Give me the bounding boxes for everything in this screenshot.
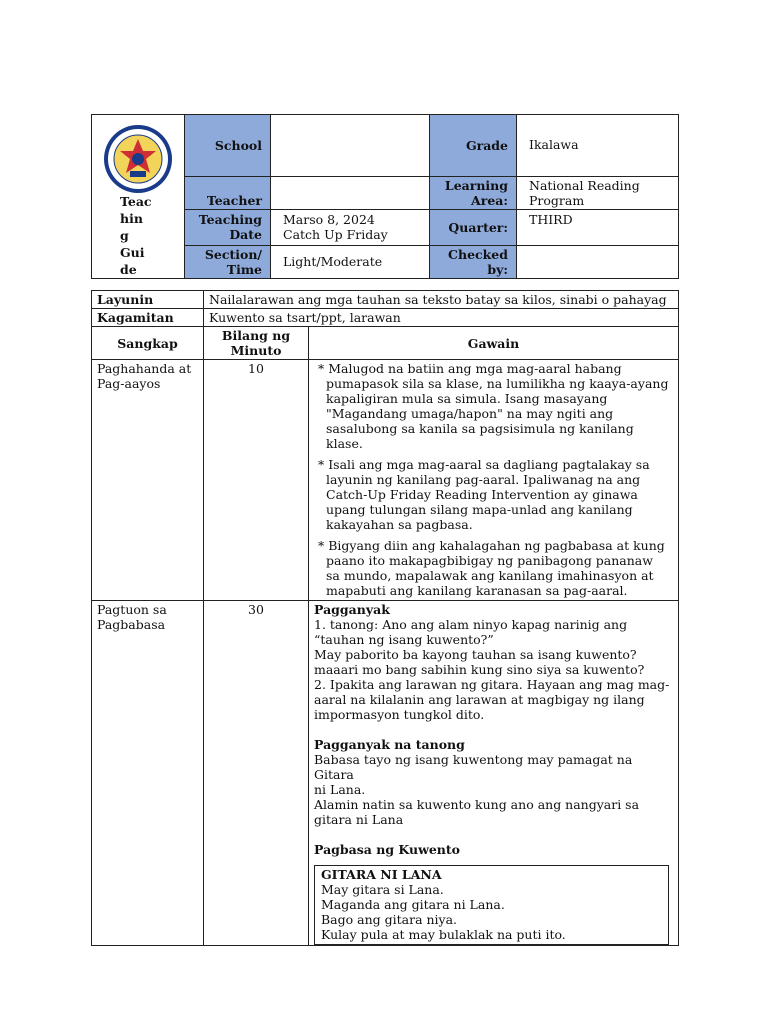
learning-area-label-line: Area: [471, 192, 508, 208]
teaching-date-label-line: Date [229, 227, 262, 243]
col-header-line: Minuto [230, 343, 282, 358]
tanong-line: Alamin natin sa kuwento kung ano ang nangyari sa [314, 797, 640, 812]
section-label-line: Time [226, 261, 262, 277]
grade-value: Ikalawa [517, 115, 679, 177]
col-header-sangkap: Sangkap [92, 327, 204, 360]
pagganyak-na-tanong-title: Pagganyak na tanong [314, 737, 465, 752]
gawain-bullet: * Malugod na batiin ang mga mag-aaral habang pumapasok sila sa klase, na lumilikha ng kaaya-ayang kapaligiran mula sa simula. Isang masayang "Magandang umaga/hapon" na may ngiti ang sasalubong sa kanila sa pagsisimula ng kanilang klase. [318, 361, 669, 451]
learning-area-value-line: Program [529, 192, 585, 208]
story-title: GITARA NI LANA [321, 867, 442, 882]
tanong-line: ni Lana. [314, 782, 366, 797]
lesson-plan-table [91, 290, 679, 946]
grade-label: Grade [430, 115, 517, 177]
gawain-bullet: * Isali ang mga mag-aaral sa dagliang pagtalakay sa layunin ng kanilang pag-aaral. Ipaliwanag na ang Catch-Up Friday Reading Intervention ay ginawa upang tulungan silang mapa-unlad ang kanilang kakayahan sa pagbasa. [318, 457, 650, 532]
tanong-line: Babasa tayo ng isang kuwentong may pamagat na Gitara [314, 752, 633, 782]
pagganyak-line: May paborito ba kayong tauhan sa isang kuwento? [314, 647, 637, 662]
sangkap-line: Pagtuon sa [97, 602, 167, 617]
school-label: School [185, 115, 271, 177]
teaching-date-label [185, 210, 271, 246]
pagbasa-ng-kuwento-title: Pagbasa ng Kuwento [314, 842, 461, 857]
teaching-date-label-line: Teaching [198, 212, 262, 228]
row-sangkap-pagtuon [92, 601, 204, 946]
gawain-bullet: * Bigyang diin ang kahalagahan ng pagbabasa at kung paano ito makapagbibigay ng panibagong pananaw sa mundo, mapalawak ang kanilang imahinasyon at mapabuti ang kanilang karanasan sa pag-aaral. [318, 538, 665, 598]
pagganyak-line: impormasyon tungkol dito. [314, 707, 485, 722]
row-minutes: 10 [204, 360, 309, 601]
pagganyak-line: maaari mo bang sabihin kung sino siya sa kuwento? [314, 662, 645, 677]
layunin-value: Nailalarawan ang mga tauhan sa teksto batay sa kilos, sinabi o pahayag [204, 291, 679, 309]
checked-by-value [517, 245, 679, 278]
teaching-date-value [271, 210, 430, 246]
checked-by-label-line: by: [487, 261, 508, 277]
doc-label-line: hin [120, 211, 143, 226]
story-line: May gitara si Lana. [321, 882, 444, 897]
deped-seal-icon [102, 123, 174, 195]
pagganyak-line: 1. tanong: Ano ang alam ninyo kapag narinig ang [314, 617, 628, 632]
story-line: Bago ang gitara niya. [321, 912, 458, 927]
checked-by-label-line: Checked [448, 246, 508, 262]
doc-label-line: Gui [120, 245, 145, 260]
teaching-date-value-line: Catch Up Friday [283, 227, 388, 243]
learning-area-label [430, 176, 517, 209]
teaching-date-value-line: Marso 8, 2024 [283, 212, 375, 228]
story-line: Kulay pula at may bulaklak na puti ito. [321, 927, 566, 942]
doc-label-line: Teac [120, 194, 152, 209]
kagamitan-label: Kagamitan [92, 309, 204, 327]
pagganyak-line: “tauhan ng isang kuwento?” [314, 632, 494, 647]
quarter-label: Quarter: [430, 210, 517, 246]
tanong-line: gitara ni Lana [314, 812, 404, 827]
pagganyak-line: aaral na kilalanin ang larawan at magbigay ng ilang [314, 692, 645, 707]
checked-by-label [430, 245, 517, 278]
kagamitan-value: Kuwento sa tsart/ppt, larawan [204, 309, 679, 327]
learning-area-value [517, 176, 679, 209]
story-box [314, 865, 669, 945]
sangkap-line: Pag-aayos [97, 376, 161, 391]
section-value: Light/Moderate [271, 245, 430, 278]
quarter-value: THIRD [517, 210, 679, 246]
learning-area-label-line: Learning [444, 177, 508, 193]
row-gawain-paghahanda [309, 360, 679, 601]
pagganyak-line: 2. Ipakita ang larawan ng gitara. Hayaan ang mag mag- [314, 677, 670, 692]
col-header-bilang-ng-minuto [204, 327, 309, 360]
layunin-label: Layunin [92, 291, 204, 309]
header-table [91, 114, 679, 279]
row-gawain-pagtuon [309, 601, 679, 946]
school-value [271, 115, 430, 177]
row-sangkap-paghahanda [92, 360, 204, 601]
teacher-label: Teacher [185, 176, 271, 209]
pagganyak-title: Pagganyak [314, 602, 390, 617]
sangkap-line: Paghahanda at [97, 361, 192, 376]
col-header-gawain: Gawain [309, 327, 679, 360]
section-label [185, 245, 271, 278]
doc-label-line: de [120, 262, 137, 277]
section-label-line: Section/ [204, 246, 262, 262]
learning-area-value-line: National Reading [529, 177, 640, 193]
teacher-value [271, 176, 430, 209]
sangkap-line: Pagbabasa [97, 617, 166, 632]
teaching-guide-logo-cell [92, 115, 185, 279]
row-minutes: 30 [204, 601, 309, 946]
doc-label-line: g [120, 228, 129, 243]
story-line: Maganda ang gitara ni Lana. [321, 897, 505, 912]
col-header-line: Bilang ng [221, 328, 291, 343]
